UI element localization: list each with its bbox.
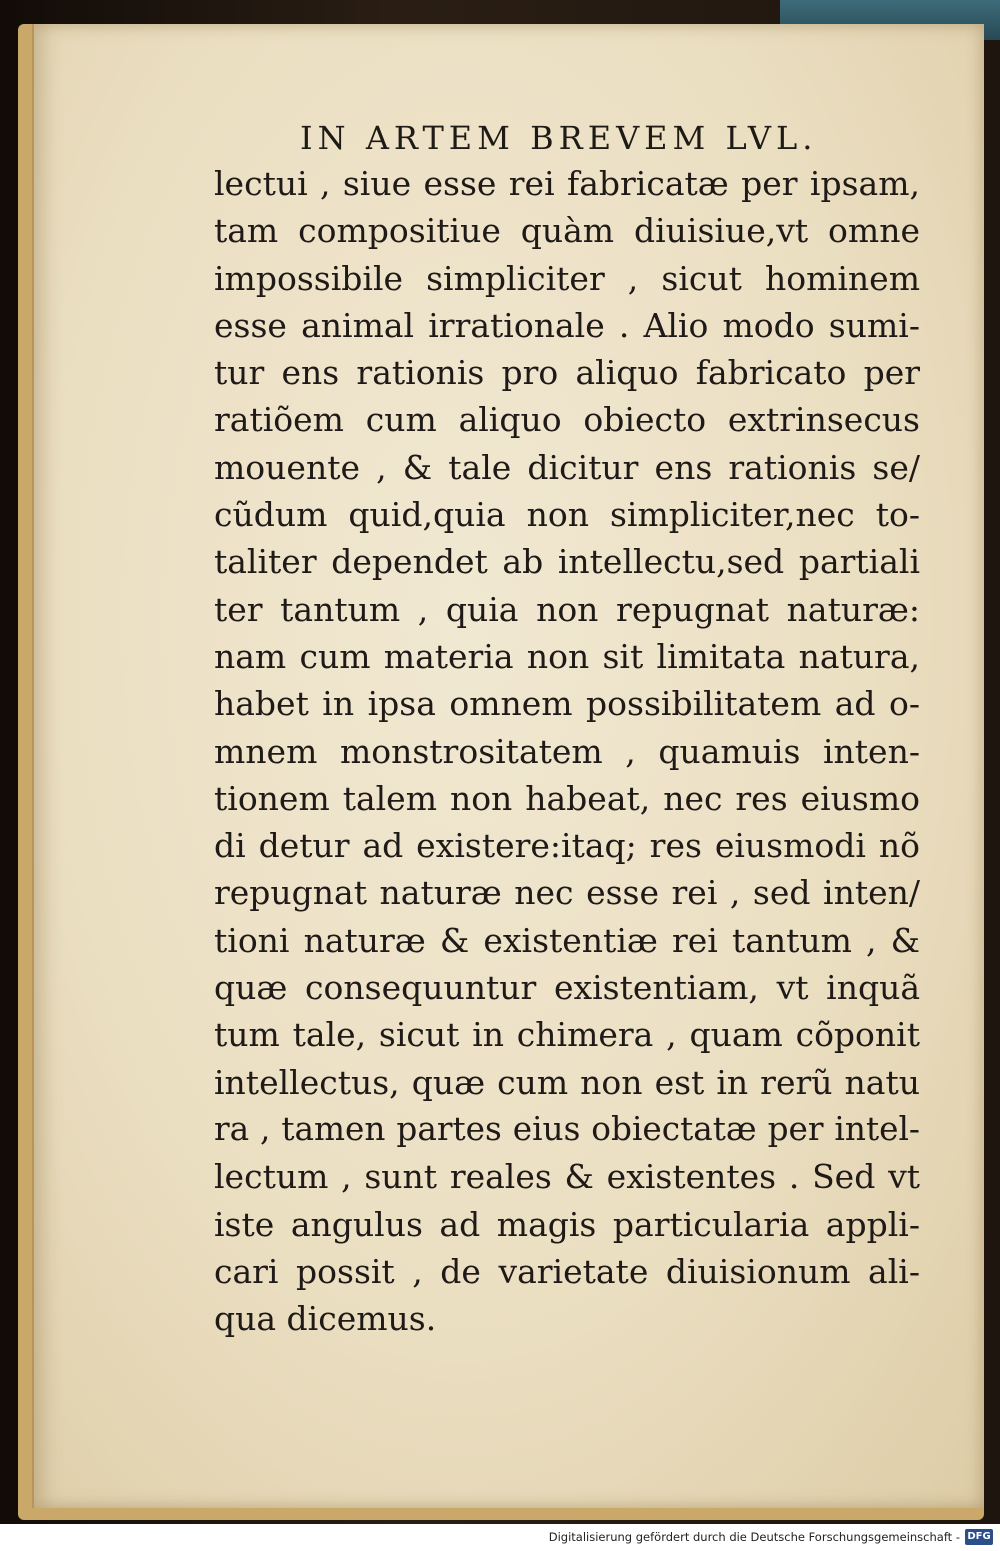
text-line: mnem monstrositatem , quamuis inten- xyxy=(214,731,920,771)
text-line: iste angulus ad magis particularia appli- xyxy=(214,1204,920,1244)
text-line: tum tale, sicut in chimera , quam cõponit xyxy=(214,1015,920,1055)
text-line: tur ens rationis pro aliquo fabricato per xyxy=(214,353,920,393)
text-line: tam compositiue quàm diuisiue,vt omne xyxy=(214,211,920,251)
text-line: cũdum quid,quia non simpliciter,nec to- xyxy=(214,495,920,535)
text-line: tionem talem non habeat, nec res eiusmo xyxy=(214,778,920,818)
text-line: habet in ipsa omnem possibilitatem ad o- xyxy=(214,684,920,724)
text-line: quæ consequuntur existentiam, vt inquã xyxy=(214,968,920,1008)
text-line: di detur ad existere:itaq; res eiusmodi nõ xyxy=(214,826,920,866)
running-head: IN ARTEM BREVEM LVL. xyxy=(300,119,818,157)
text-line: taliter dependet ab intellectu,sed partiali xyxy=(214,542,920,582)
dfg-logo: DFG xyxy=(965,1529,993,1545)
text-line: ter tantum , quia non repugnat naturæ: xyxy=(214,589,920,629)
text-line: lectui , siue esse rei fabricatæ per ipsam, xyxy=(214,164,920,203)
text-line: ra , tamen partes eius obiectatæ per intel- xyxy=(214,1109,920,1148)
text-line: esse animal irrationale . Alio modo sumi- xyxy=(214,305,920,345)
text-line: lectum , sunt reales & existentes . Sed vt xyxy=(214,1157,920,1197)
text-line-last: qua dicemus. xyxy=(214,1299,437,1339)
text-line: ratiõem cum aliquo obiecto extrinsecus xyxy=(214,400,920,440)
text-line: nam cum materia non sit limitata natura, xyxy=(214,636,920,676)
text-line: cari possit , de varietate diuisionum ali- xyxy=(214,1251,920,1291)
text-line: tioni naturæ & existentiæ rei tantum , & xyxy=(214,920,920,960)
text-line: repugnat naturæ nec esse rei , sed inten/ xyxy=(214,873,920,913)
text-line: impossibile simpliciter , sicut hominem xyxy=(214,258,920,298)
funding-credit: Digitalisierung gefördert durch die Deutsche Forschungsgemeinschaft - xyxy=(548,1530,960,1544)
body-text xyxy=(214,160,920,1342)
text-line: mouente , & tale dicitur ens rationis se/ xyxy=(214,447,920,487)
text-line: intellectus, quæ cum non est in rerũ natu xyxy=(214,1062,920,1102)
footer-bar xyxy=(0,1524,1000,1551)
